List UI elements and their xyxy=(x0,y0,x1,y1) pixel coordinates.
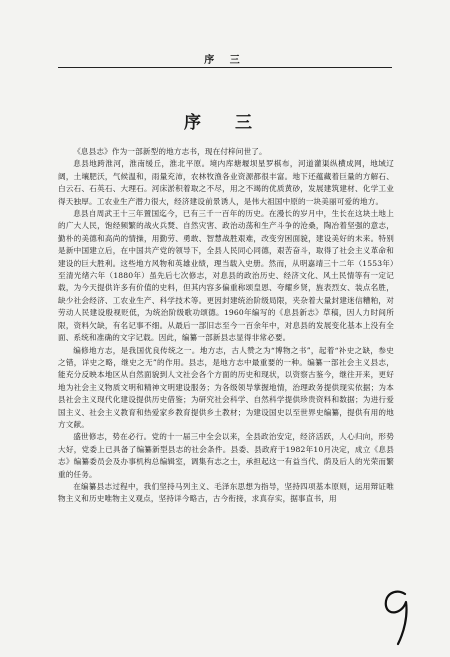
paragraph: 《息县志》作为一部新型的地方志书，现在付梓问世了。 xyxy=(73,147,267,156)
paragraph: 在编纂县志过程中，我们坚持马列主义、毛泽东思想为指导，坚持四项基本原则，运用辩证唯物主义和历史唯物主义观点，坚持详今略古，古今衔接，求真存实，据事直书，用 xyxy=(58,481,394,504)
header-rule xyxy=(58,67,392,68)
handwritten-page-mark xyxy=(378,586,418,648)
page-title: 序 三 xyxy=(184,113,266,133)
paragraph: 盛世修志，势在必行。党的十一届三中全会以来，全县政治安定，经济活跃，人心归向，形势大好，党委上已具备了编纂新型县志的社会条件。县委、县政府于1982年10月决定，成立《息县志》编纂委员会及办事机构总编辑室，调集有志之士，承担起这一有益当代、荫及后人的光荣而繁重的任务。 xyxy=(58,432,394,479)
paragraph: 息县自周武王十三年置国迄今，已有三千一百年的历史。在漫长的岁月中，生长在这块土地上的广大人民，饱经频繁的战火兵燹、自然灾害、政治动荡和生产斗争的沧桑，陶冶着坚强的意志，勤朴的美德和高尚的情操，用勤劳、勇敢、智慧战胜艰难，改变穷困面貌，建设美好的未来。特别是新中国建立后，在中国共产党的领导下，全县人民同心同德，艰苦奋斗，取得了社会主义革命和建设的巨大胜利。这些地方风物和英雄业绩，理当载入史册。然而，从明嘉靖三十二年（1553年）至清光绪六年（1880年）虽先后七次修志，对息县的政治历史、经济文化、风土民情等有一定记载，为今天提供许多有价值的史料，但其内容多偏重称颂皇恩、夸耀乡贤，旌表烈女、装点名胜，缺少社会经济、工农业生产、科学技术等。更因封建统治阶级局限，夹杂着大量封建迷信糟粕，对劳动人民建设殷视贬低，为统治阶级歌功颂德。1960年编写的《息县新志》草稿，因人力时间所限，资料欠缺，有名记事不细。从最后一部旧志至今一百余年中，对息县的发展变化基本上没有全面、系统和准确的文字记载。因此，编纂一部新县志显得非常必要。 xyxy=(58,209,394,343)
paragraph: 息县地跨淮河，淮南缓丘，淮北平原。境内库塘堰坝星罗棋布，河道灌渠纵横成网，地域辽阔，土壤肥沃，气候温和，雨量充沛，农林牧渔各业资源都很丰富。地下还蕴藏着巨量的方解石、白云石、石英石、大理石。河床淤积着取之不尽，用之不竭的优质黄砂，发展建筑建材、化学工业得天独厚。工农业生产潜力很大，经济建设前景诱人，是伟大祖国中原的一块美丽可爱的地方。 xyxy=(58,159,394,206)
running-header: 序 三 xyxy=(204,55,246,66)
paragraph: 编修地方志，是我国优良传统之一。地方志，古人赞之为“博物之书”，起着“补史之缺，参史之错，详史之略，继史之无”的作用。县志，是地方志中最重要的一种。编纂一部社会主义县志，能充分反映本地区从自然面貌到人文社会各个方面的历史和现状，以资察古鉴今，继往开来，更好地为社会主义物质文明和精神文明建设服务；为各级领导掌握地情，治理政务提供现实依据；为本县社会主义现代化建设提供历史借鉴；为研究社会科学、自然科学提供珍贵资料和数据；为进行爱国主义、社会主义教育和热爱家乡教育提供乡土教材；为建设国史以至世界史编纂，提供有用的地方文献。 xyxy=(58,345,394,429)
body-text xyxy=(58,146,394,506)
